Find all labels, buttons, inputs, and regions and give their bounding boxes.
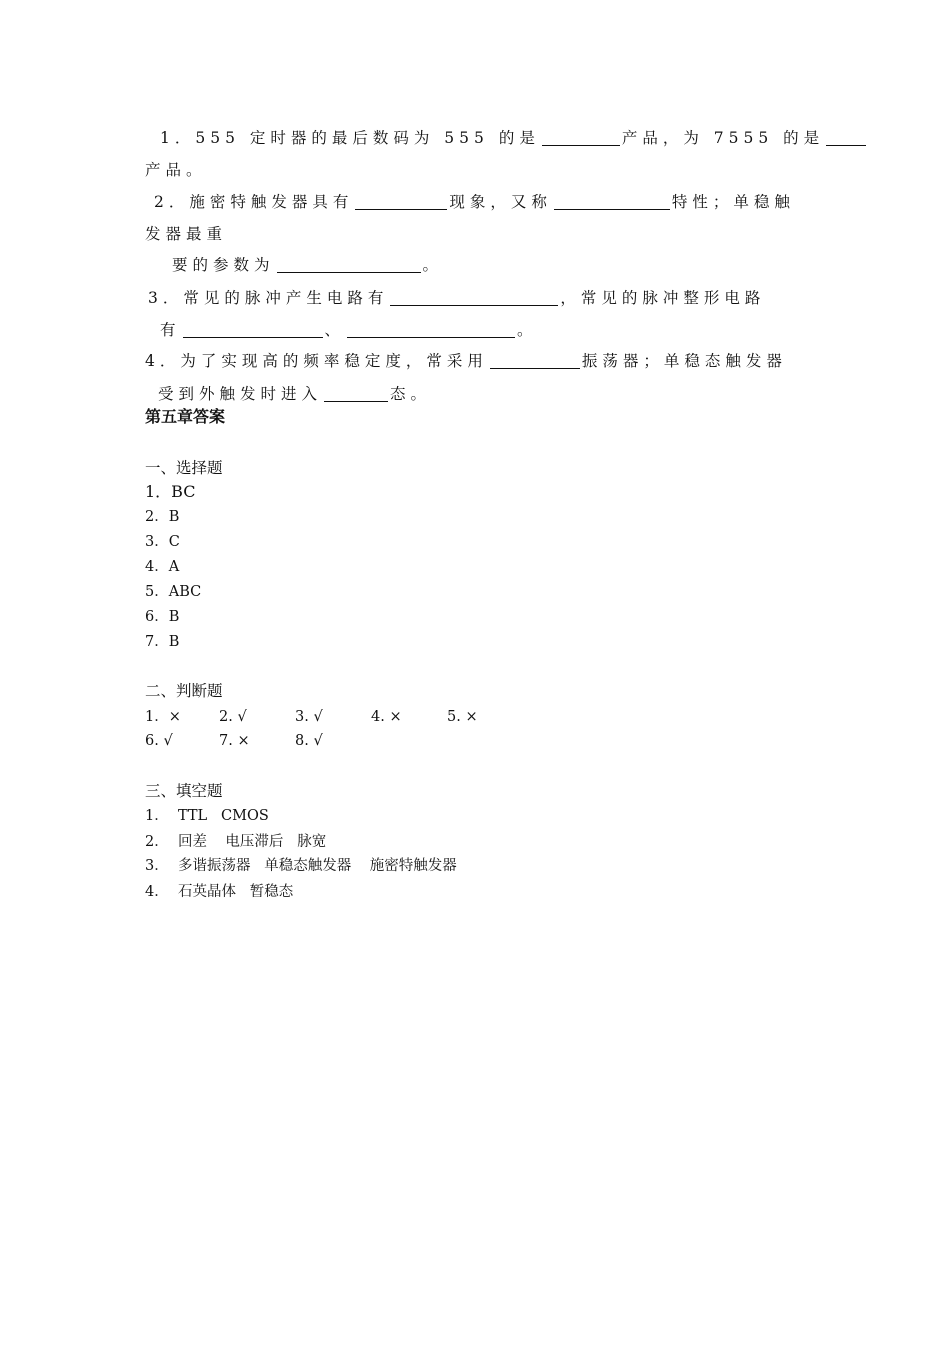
judge-row-2 (145, 731, 323, 751)
q2-text-f: 。 (422, 256, 444, 274)
q4-blank-1[interactable] (490, 352, 580, 369)
q1-blank-1[interactable] (542, 129, 620, 146)
choice-item: 2．B (145, 509, 180, 525)
judge-item: 4. × (371, 709, 402, 725)
judge-item: 3. √ (295, 709, 323, 725)
q3-text-a: 3．常见的脉冲产生电路有 (148, 289, 389, 307)
judge-item: 8. √ (295, 733, 323, 749)
judge-item: 7. × (219, 733, 250, 749)
q1-blank-2[interactable] (826, 129, 866, 146)
judge-item: 6. √ (145, 733, 173, 749)
q3-blank-3[interactable] (347, 321, 515, 338)
q2-blank-2[interactable] (554, 193, 670, 210)
fill-item: 4． 石英晶体 暂稳态 (145, 884, 294, 900)
q3-text-d: 、 (324, 321, 346, 339)
choice-item: 1．BC (145, 482, 196, 501)
q4-text-a: 4．为了实现高的频率稳定度，常采用 (145, 352, 488, 370)
q2-line3 (172, 255, 443, 275)
choice-item: 3．C (145, 534, 180, 550)
q2-text-c: 特性；单稳触 (671, 193, 795, 211)
q1-text-a: 1．555 定时器的最后数码为 555 的是 (160, 129, 540, 147)
q2-blank-3[interactable] (277, 256, 421, 273)
choice-heading: 一、选择题 (145, 459, 223, 477)
judge-item: 5. × (447, 709, 478, 725)
fill-item: 2． 回差 电压滞后 脉宽 (145, 834, 327, 850)
q2-text-b: 现象，又称 (449, 193, 552, 211)
judge-item: 2. √ (219, 709, 247, 725)
q4-text-d: 态。 (390, 385, 432, 403)
q3-blank-1[interactable] (390, 289, 558, 306)
q3-text-b: ，常见的脉冲整形电路 (560, 289, 766, 307)
q2-line2 (145, 224, 227, 244)
q2-line1 (154, 192, 795, 212)
q1-text-b: 产品，为 7555 的是 (621, 129, 825, 147)
choice-item: 6．B (145, 609, 180, 625)
judge-item: 1．× (145, 709, 181, 725)
q3-text-e: 。 (517, 321, 538, 339)
choice-item: 7．B (145, 634, 180, 650)
choice-item: 4．A (145, 559, 180, 575)
q1-line1 (160, 128, 868, 148)
fill-item: 3． 多谐振荡器 单稳态触发器 施密特触发器 (145, 858, 457, 874)
fill-heading: 三、填空题 (145, 782, 223, 800)
q2-text-d: 发器最重 (145, 225, 228, 243)
q3-line1 (148, 288, 765, 308)
judge-heading: 二、判断题 (145, 682, 223, 700)
fill-item: 1． TTL CMOS (145, 808, 269, 824)
q4-text-c: 受到外触发时进入 (158, 385, 323, 403)
q2-blank-1[interactable] (355, 193, 447, 210)
q4-line2 (158, 384, 431, 404)
q4-blank-2[interactable] (324, 385, 388, 402)
q3-blank-2[interactable] (183, 321, 323, 338)
q1-text-c: 产品。 (145, 161, 207, 179)
q2-text-a: 2．施密特触发器具有 (154, 193, 354, 211)
q3-line2 (160, 320, 538, 340)
answers-title: 第五章答案 (145, 407, 226, 426)
q4-line1 (145, 351, 787, 371)
q1-line2 (145, 160, 207, 180)
q2-text-e: 要的参数为 (172, 256, 275, 274)
choice-item: 5．ABC (145, 584, 202, 600)
q4-text-b: 振荡器；单稳态触发器 (581, 352, 787, 370)
q3-text-c: 有 (160, 321, 181, 339)
judge-row-1 (145, 707, 478, 727)
